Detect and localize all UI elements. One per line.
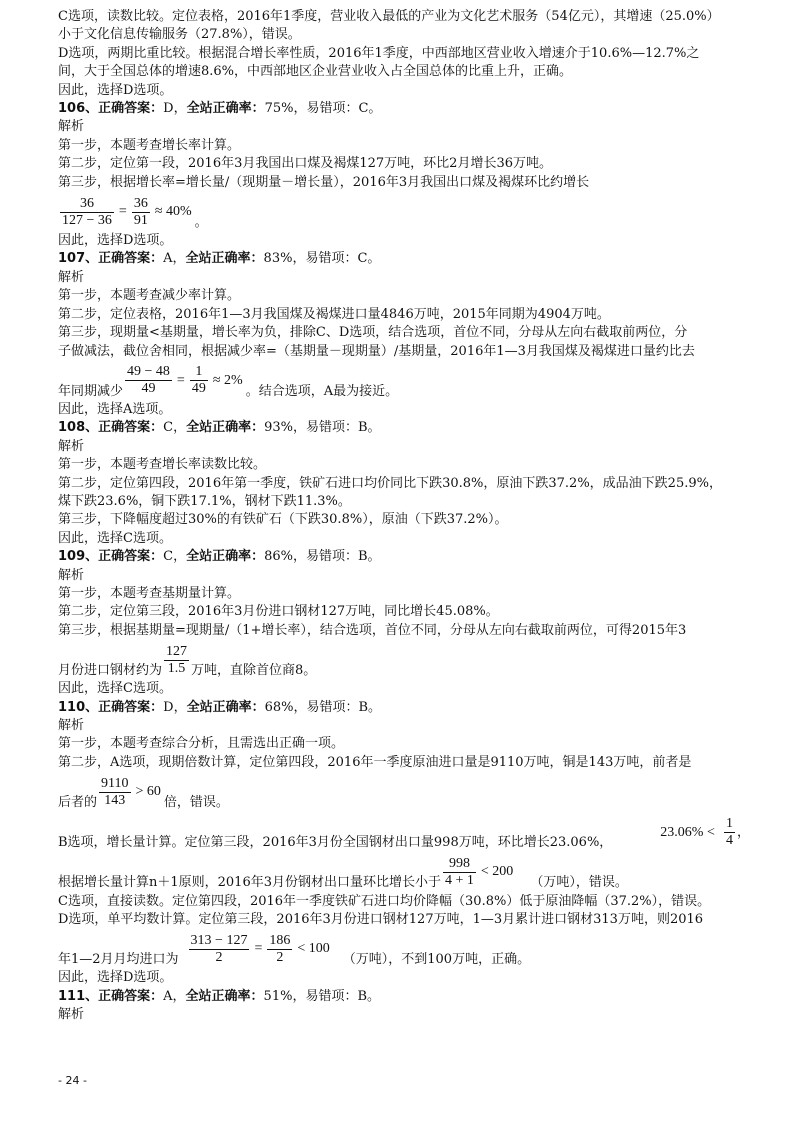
step-line: 第三步，根据基期量=现期量/（1+增长率），结合选项，首位不同，分母从左向右截取前两位，可得2015年3 <box>58 622 687 638</box>
fraction: $\frac{1}{4}$ <box>725 816 733 849</box>
text-line: 间，大于全国总体的增速8.6%，中西部地区企业营业收入占全国总体的比重上升，正确。 <box>58 64 573 80</box>
conclusion-line: 因此，选择C选项。 <box>58 681 172 697</box>
page-number: - 24 - <box>58 1074 87 1087</box>
answer-value: A， <box>163 251 186 267</box>
rate-value: 68%，易错项：B。 <box>264 699 382 715</box>
analysis-label: 解析 <box>58 718 85 733</box>
step-line: 第三步，下降幅度超过30%的有铁矿石（下跌30.8%），原油（下跌37.2%）。 <box>58 512 508 528</box>
conclusion-line: 因此，选择A选项。 <box>58 401 172 417</box>
step-line: 第三步，根据增长率=增长量/（现期量－增长量），2016年3月我国出口煤及褐煤环比约增长 <box>58 174 590 190</box>
step-line: D选项，单平均数计算。定位第三段，2016年3月份进口钢材127万吨，1—3月累计进口钢材313万吨，则2016 <box>58 912 704 928</box>
step-line: 子做减法，截位舍相同，根据减少率=（基期量－现期量）/基期量，2016年1—3月我国煤及褐煤进口量约比去 <box>58 343 695 359</box>
step-line: 第二步，定位第一段，2016年3月我国出口煤及褐煤127万吨，环比2月增长36万吨。 <box>58 156 552 172</box>
rate-label: 全站正确率： <box>185 251 264 267</box>
analysis-label: 解析 <box>58 119 85 135</box>
step-line: B选项，增长量计算。定位第三段，2016年3月份全国钢材出口量998万吨，环比增长23.06%， <box>58 835 613 851</box>
question-106-header <box>58 100 748 118</box>
rate-value: 86%，易错项：B。 <box>264 549 381 565</box>
step-line: 第一步，本题考查增长率计算。 <box>58 137 241 153</box>
conclusion-line: 因此，选择C选项。 <box>58 530 172 546</box>
rate-label: 全站正确率： <box>186 699 265 715</box>
step-line: 第二步，定位第四段，2016年第一季度，铁矿石进口均价同比下跌30.8%，原油下跌37.2%，成品油下跌25.9%， <box>58 475 722 491</box>
fraction: $\frac{36}{127 - 36}$ <box>62 195 112 228</box>
answer-value: D， <box>163 699 187 715</box>
answer-label: 109、正确答案： <box>58 549 164 565</box>
step-line: 煤下跌23.6%，铜下跌17.1%，钢材下跌11.3%。 <box>58 493 351 509</box>
rate-value: 83%，易错项：C。 <box>263 251 381 267</box>
analysis-label: 解析 <box>58 567 85 583</box>
formula-110d: 年1—2月月均进口为 $\frac{313 - 127}{2}$ = $\frac{186}{2}$ < 100 （万吨），不到100万吨，正确。 <box>58 932 531 968</box>
formula-109: 月份进口钢材约为 $\frac{127}{1.5}$ 万吨，直除首位商8。 <box>58 643 317 678</box>
answer-value: C， <box>163 420 187 436</box>
document-body <box>58 8 748 1025</box>
answer-value: C， <box>163 549 187 565</box>
conclusion-line: 因此，选择D选项。 <box>58 82 173 98</box>
fraction: $\frac{127}{1.5}$ <box>166 643 188 676</box>
answer-label: 108、正确答案： <box>58 420 164 436</box>
analysis-label: 解析 <box>58 269 85 285</box>
fraction: $\frac{998}{4 + 1}$ <box>445 856 474 889</box>
text-line: D选项，两期比重比较。根据混合增长率性质，2016年1季度，中西部地区营业收入增速介于10.6%—12.7%之 <box>58 45 700 61</box>
fraction: $\frac{36}{91}$ <box>133 195 148 228</box>
rate-label: 全站正确率： <box>185 988 264 1004</box>
formula-110a: 后者的 $\frac{9110}{143}$ > 60 倍，错误。 <box>58 775 229 810</box>
step-line: 第一步，本题考查基期量计算。 <box>58 585 241 601</box>
step-line: 第二步，定位表格，2016年1—3月我国煤及褐煤进口量4846万吨，2015年同期为4904万吨。 <box>58 306 610 322</box>
fraction: $\frac{313 - 127}{2}$ <box>190 932 248 965</box>
step-line: 第二步，定位第三段，2016年3月份进口钢材127万吨，同比增长45.08%。 <box>58 604 499 620</box>
text-line: C选项，读数比较。定位表格，2016年1季度，营业收入最低的产业为文化艺术服务（54亿元），其增速（25.0%） <box>58 9 720 24</box>
question-110-header <box>58 699 748 717</box>
formula-110c: 根据增长量计算n＋1原则，2016年3月份钢材出口量环比增长小于 $\frac{998}{4 + 1}$ < 200 （万吨），错误。 <box>58 856 628 891</box>
rate-value: 93%，易错项：B。 <box>264 420 381 436</box>
text-line: 小于文化信息传输服务（27.8%），错误。 <box>58 27 301 43</box>
analysis-label: 解析 <box>58 438 85 454</box>
conclusion-line: 因此，选择D选项。 <box>58 970 173 986</box>
answer-label: 107、正确答案： <box>58 251 164 267</box>
formula-106: $\frac{36}{127 - 36}$ = $\frac{36}{91}$ ≈ 40% 。 <box>62 195 208 230</box>
step-line: 第一步，本题考查增长率读数比较。 <box>58 457 267 473</box>
answer-value: D， <box>163 101 187 117</box>
rate-label: 全站正确率： <box>186 420 265 436</box>
step-line: 第二步，A选项，现期倍数计算，定位第四段，2016年一季度原油进口量是9110万吨，铜是143万吨，前者是 <box>58 754 692 770</box>
rate-value: 75%，易错项：C。 <box>264 101 382 117</box>
fraction: $\frac{186}{2}$ <box>269 932 291 965</box>
answer-label: 110、正确答案： <box>58 699 164 715</box>
step-line: 第一步，本题考查减少率计算。 <box>58 288 241 304</box>
rate-value: 51%，易错项：B。 <box>263 988 380 1004</box>
option-b-block <box>58 816 750 852</box>
answer-label: 111、正确答案： <box>58 988 164 1004</box>
question-107-header <box>58 250 748 268</box>
rate-label: 全站正确率： <box>186 549 265 565</box>
question-111-header <box>58 988 748 1006</box>
analysis-label: 解析 <box>58 1007 85 1023</box>
answer-value: A， <box>163 988 186 1004</box>
conclusion-line: 因此，选择D选项。 <box>58 233 173 249</box>
question-109-header <box>58 548 748 566</box>
step-line: C选项，直接读数。定位第四段，2016年一季度铁矿石进口均价降幅（30.8%）低于原油降幅（37.2%），错误。 <box>58 893 711 909</box>
fraction: $\frac{9110}{143}$ <box>101 775 129 808</box>
fraction: $\frac{49 - 48}{49}$ <box>127 364 170 397</box>
answer-label: 106、正确答案： <box>58 101 164 117</box>
question-108-header <box>58 419 748 437</box>
formula-107: 年同期减少 $\frac{49 - 48}{49}$ = $\frac{1}{49}$ ≈ 2% 。结合选项，A最为接近。 <box>58 364 399 399</box>
step-line: 第一步，本题考查综合分析，且需选出正确一项。 <box>58 736 345 752</box>
fraction: $\frac{1}{49}$ <box>191 364 206 397</box>
step-line: 第三步，现期量<基期量，增长率为负，排除C、D选项，结合选项，首位不同，分母从左向右截取前两位，分 <box>58 325 688 341</box>
formula-110b: 23.06% < $\frac{1}{4}$ ， <box>660 816 750 849</box>
rate-label: 全站正确率： <box>186 101 265 117</box>
